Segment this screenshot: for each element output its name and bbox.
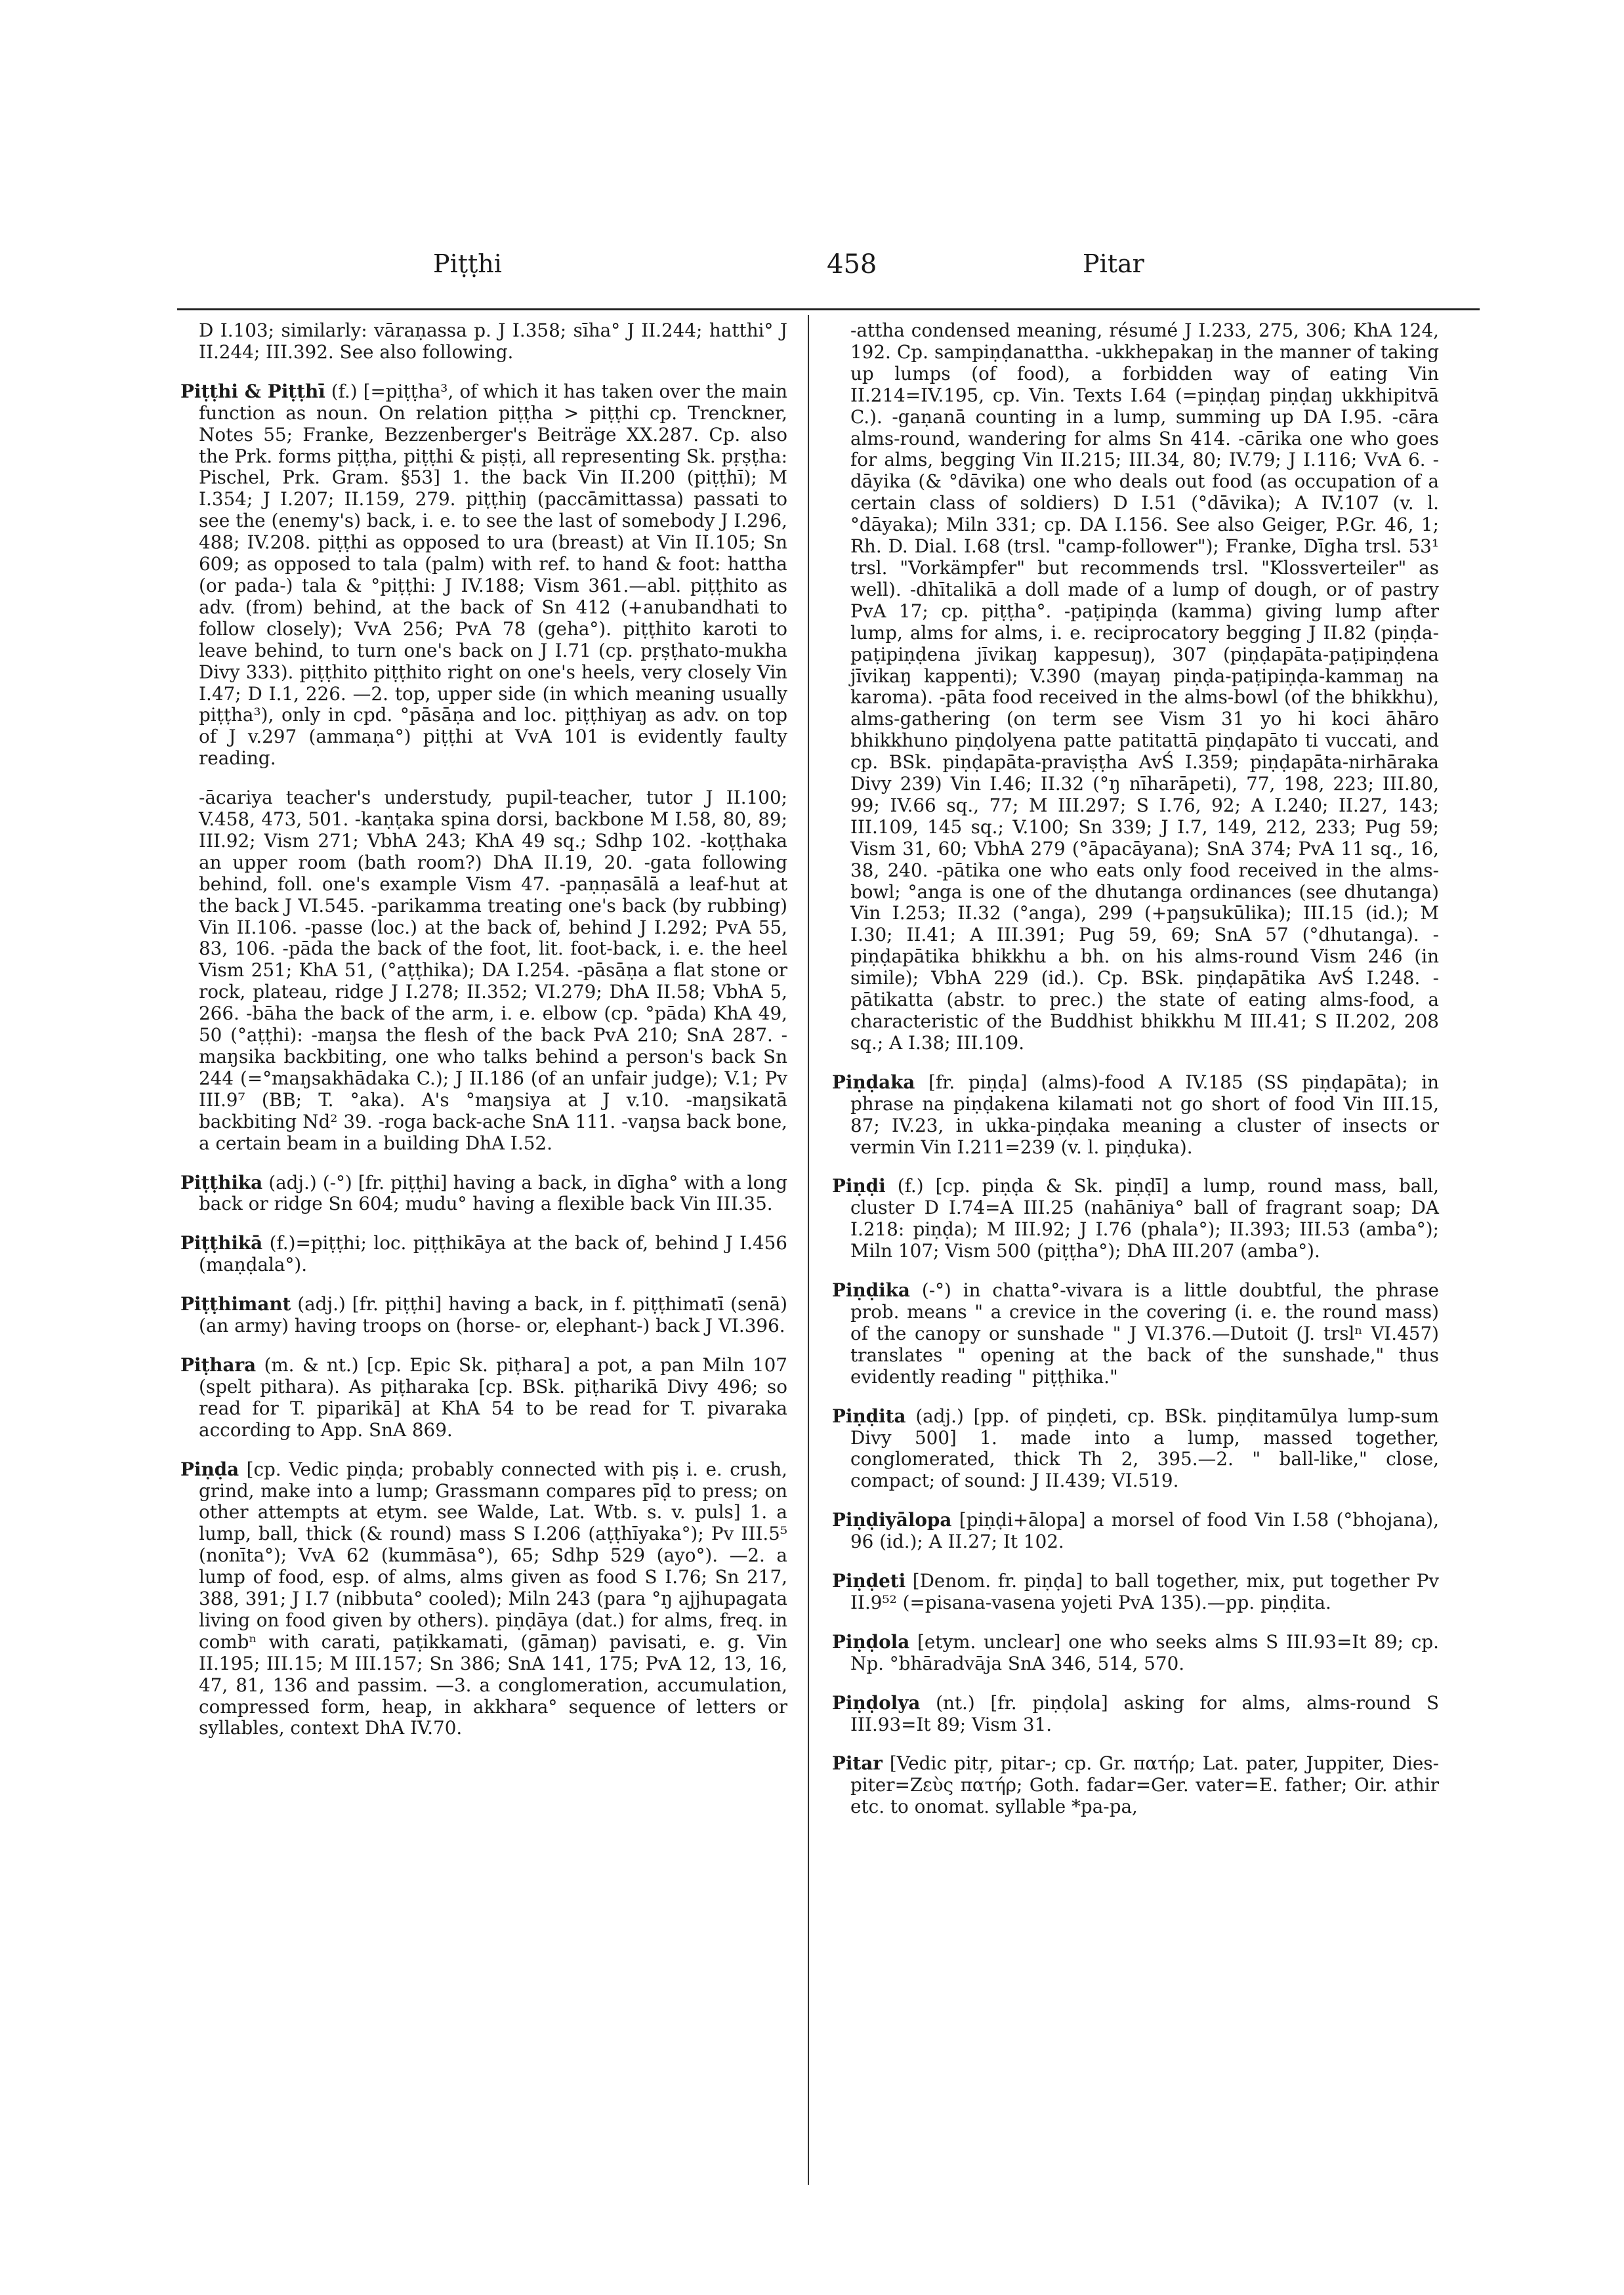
entry-text: (f.) [cp. piṇḍa & Sk. piṇḍī] a lump, round mass, ball, cluster D I.74=A III.25 (nahāniya° ball of fragrant soap; DA I.218: piṇḍa); M III.92; J I.76 (phala°); II.393; III.53 (amba°); Miln 107; Vism 500 (piṭṭha°); DhA III.207 (amba°). (850, 1175, 1439, 1262)
entry-text: [cp. Vedic piṇḍa; probably connected with piṣ i. e. crush, grind, make into a lump; Grassmann compares pīḍ to press; on other attempts at etym. see Walde, Lat. Wtb. s. v. puls] 1. a lump, ball, thick (& round) mass S I.206 (aṭṭhīyaka°); Pv III.5⁵ (nonīta°); VvA 62 (kummāsa°), 65; Sdhp 529 (ayo°). —2. a lump of food, esp. of alms, alms given as food S I.76; Sn 217, 388, 391; J I.7 (nibbuta° cooled); Miln 243 (para °ŋ ajjhupagata living on food given by others). piṇḍāya (dat.) for alms, freq. in combⁿ with carati, paṭikkamati, (gāmaŋ) pavisati, e. g. Vin II.195; III.15; M III.157; Sn 386; SnA 141, 175; PvA 12, 13, 16, 47, 81, 136 and passim. —3. a conglomeration, accumulation, compressed form, heap, in akkhara° sequence of letters or syllables, context DhA IV.70. (199, 1458, 787, 1739)
header-rule (177, 308, 1480, 310)
entry-headword: Piṇḍiyālopa (832, 1509, 952, 1531)
dictionary-entry (180, 320, 787, 363)
entry-headword: Piṇḍi (832, 1175, 886, 1197)
entry-text: (-°) in chatta°-vivara is a little doubtful, the phrase prob. means " a crevice in the covering (i. e. the round mass) of the canopy or sunshade " J VI.376.—Dutoit (J. trslⁿ VI.457) translates " opening at the back of the sunshade," thus evidently reading " piṭṭhika." (850, 1279, 1439, 1388)
entry-headword: Piṇḍolya (832, 1691, 921, 1714)
dictionary-entry (832, 1510, 1439, 1553)
entry-headword: Piṭhara (180, 1354, 257, 1376)
entry-text: -attha condensed meaning, résumé J I.233, 275, 306; KhA 124, 192. Cp. sampiṇḍanattha. -ukkhepakaŋ in the manner of taking up lumps (of food), a forbidden way of eating Vin II.214=IV.195, cp. Vin. Texts I.64 (=piṇḍaŋ piṇḍaŋ ukkhipitvā C.). -gaṇanā counting in a lump, summing up DA I.95. -cāra alms-round, wandering for alms Sn 414. -cārika one who goes for alms, begging Vin II.215; III.34, 80; IV.79; J I.116; VvA 6. -dāyika (& °dāvika) one who deals out food (as occupation of a certain class of soldiers) D I.51 (°dāvika); A IV.107 (v. l. °dāyaka); Miln 331; cp. DA I.156. See also Geiger, P.Gr. 46, 1; Rh. D. Dial. I.68 (trsl. "camp-follower"); Franke, Dīgha trsl. 53¹ trsl. "Vorkämpfer" but recommends trsl. "Klossverteiler" as well). -dhītalikā a doll made of a lump of dough, or of pastry PvA 17; cp. piṭṭha°. -paṭipiṇḍa (kamma) giving lump after lump, alms for alms, i. e. reciprocatory begging J II.82 (piṇḍa-paṭipiṇḍena jīvikaŋ kappesuŋ), 307 (piṇḍapāta-paṭipiṇḍena jīvikaŋ kappenti); V.390 (mayaŋ piṇḍa-paṭipiṇḍa-kammaŋ na karoma). -pāta food received in the alms-bowl (of the bhikkhu), alms-gathering (on term see Vism 31 yo hi koci āhāro bhikkhuno piṇḍolyena patte patitattā piṇḍapāto ti vuccati, and cp. BSk. piṇḍapāta-praviṣṭha AvŚ I.359; piṇḍapāta-nirhāraka Divy 239) Vin I.46; II.32 (°ŋ nīharāpeti), 77, 198, 223; III.80, 99; IV.66 sq., 77; M III.297; S I.76, 92; A I.240; II.27, 143; III.109, 145 sq.; V.100; Sn 339; J I.7, 149, 212, 233; Pug 59; Vism 31, 60; VbhA 279 (°āpacāyana); SnA 374; PvA 11 sq., 16, 38, 240. -pātika one who eats only food received in the alms-bowl; °anga is one of the dhutanga ordinances (see dhutanga) Vin I.253; II.32 (°anga), 299 (+paŋsukūlika); III.15 (id.); M I.30; II.41; A III.391; Pug 59, 69; SnA 57 (°dhutanga). -piṇḍapātika bhikkhu a bh. on his alms-round Vism 246 (in simile); VbhA 229 (id.). Cp. BSk. piṇḍapātika AvŚ I.248. -pātikatta (abstr. to prec.) the state of eating alms-food, a characteristic of the Buddhist bhikkhu M III.41; S II.202, 208 sq.; A I.38; III.109. (850, 320, 1439, 1054)
dictionary-entry (180, 1233, 787, 1276)
entry-headword: Pitar (832, 1752, 883, 1775)
entry-headword: Piṇḍa (180, 1458, 239, 1480)
entry-text: -ācariya teacher's understudy, pupil-teacher, tutor J II.100; V.458, 473, 501. -kaṇṭaka spina dorsi, backbone M I.58, 80, 89; III.92; Vism 271; VbhA 243; KhA 49 sq.; Sdhp 102. -koṭṭhaka an upper room (bath room?) DhA II.19, 20. -gata following behind, foll. one's example Vism 47. -paṇṇasālā a leaf-hut at the back J VI.545. -parikamma treating one's back (by rubbing) Vin II.106. -passe (loc.) at the back of, behind J I.292; PvA 55, 83, 106. -pāda the back of the foot, lit. foot-back, i. e. the heel Vism 251; KhA 51, (°aṭṭhika); DA I.254. -pāsāṇa a flat stone or rock, plateau, ridge J I.278; II.352; VI.279; DhA II.58; VbhA 5, 266. -bāha the back of the arm, i. e. elbow (cp. °pāda) KhA 49, 50 (°aṭṭhi): -maŋsa the flesh of the back PvA 210; SnA 287. -maŋsika backbiting, one who talks behind a person's back Sn 244 (=°maŋsakhādaka C.); J II.186 (of an unfair judge); V.1; Pv III.9⁷ (BB; T. °aka). A's °maŋsiya at J v.10. -maŋsikatā backbiting Nd² 39. -roga back-ache SnA 111. -vaŋsa back bone, a certain beam in a building DhA I.52. (199, 787, 787, 1154)
entry-text: (f.) [=piṭṭha³, of which it has taken over the main function as noun. On relation piṭṭha > piṭṭhi cp. Trenckner, Notes 55; Franke, Bezzenberger's Beiträge XX.287. Cp. also the Prk. forms piṭṭha, piṭṭhi & piṣṭi, all representing Sk. pṛṣṭha: Pischel, Prk. Gram. §53] 1. the back Vin II.200 (piṭṭhī); M I.354; J I.207; II.159, 279. piṭṭhiŋ (paccāmittassa) passati to see the (enemy's) back, i. e. to see the last of somebody J I.296, 488; IV.208. piṭṭhi as opposed to ura (breast) at Vin II.105; Sn 609; as opposed to tala (palm) with ref. to hand & foot: hattha (or pada-) tala & °piṭṭhi: J IV.188; Vism 361.—abl. piṭṭhito as adv. (from) behind, at the back of Sn 412 (+anubandhati to follow closely); VvA 256; PvA 78 (geha°). piṭṭhito karoti to leave behind, to turn one's back on J I.71 (cp. pṛṣṭhato-mukha Divy 333). piṭṭhito piṭṭhito right on one's heels, very closely Vin I.47; D I.1, 226. —2. top, upper side (in which meaning usually piṭṭha³), only in cpd. °pāsāṇa and loc. piṭṭhiyaŋ as adv. on top of J v.297 (ammaṇa°) piṭṭhi at VvA 101 is evidently faulty reading. (199, 380, 787, 770)
dictionary-entry (832, 1753, 1439, 1818)
entry-text: [Denom. fr. piṇḍa] to ball together, mix, put together Pv II.9⁵² (=pisana-vasena yojeti PvA 135).—pp. piṇḍita. (850, 1570, 1439, 1613)
dictionary-entry (180, 787, 787, 1154)
entry-headword: Piṇḍita (832, 1405, 906, 1427)
dictionary-entry (832, 1176, 1439, 1262)
dictionary-entry (832, 320, 1439, 1054)
entry-headword: Piṇḍola (832, 1630, 910, 1653)
dictionary-entry (832, 1072, 1439, 1159)
entry-text: (adj.) [fr. piṭṭhi] having a back, in f. piṭṭhimatī (senā) (an army) having troops on (horse- or, elephant-) back J VI.396. (199, 1293, 787, 1337)
dictionary-entry (832, 1632, 1439, 1675)
entry-headword: Piṭṭhikā (180, 1232, 263, 1254)
entry-text: [piṇḍi+ālopa] a morsel of food Vin I.58 (°bhojana), 96 (id.); A II.27; It 102. (850, 1509, 1439, 1553)
entry-text: (adj.) [pp. of piṇḍeti, cp. BSk. piṇḍitamūlya lump-sum Divy 500] 1. made into a lump, massed together, conglomerated, thick Th 2, 395.—2. " ball-like," close, compact; of sound: J II.439; VI.519. (850, 1405, 1439, 1492)
column-divider (808, 315, 809, 2185)
dictionary-entry (832, 1406, 1439, 1493)
entry-text: [etym. unclear] one who seeks alms S III.93=It 89; cp. Np. °bhāradvāja SnA 346, 514, 570. (850, 1630, 1439, 1674)
header-left-guideword: Piṭṭhi (433, 249, 502, 278)
entry-text: (m. & nt.) [cp. Epic Sk. piṭhara] a pot, a pan Miln 107 (spelt pithara). As piṭharaka [cp. BSk. piṭharikā Divy 496; so read for T. piparikā] at KhA 54 to be read for T. pivaraka according to App. SnA 869. (199, 1354, 787, 1441)
dictionary-entry (180, 1459, 787, 1740)
dictionary-entry (180, 1294, 787, 1337)
dictionary-entry (180, 1355, 787, 1441)
entry-text: (f.)=piṭṭhi; loc. piṭṭhikāya at the back of, behind J I.456 (maṇḍala°). (199, 1232, 787, 1276)
entry-text: [fr. piṇḍa] (alms)-food A IV.185 (SS piṇḍapāta); in phrase na piṇḍakena kilamati not go short of food Vin III.15, 87; IV.23, in ukka-piṇḍaka meaning a cluster of insects or vermin Vin I.211=239 (v. l. piṇḍuka). (850, 1071, 1439, 1158)
dictionary-entry (832, 1693, 1439, 1736)
entry-headword: Piṭṭhi & Piṭṭhī (180, 380, 325, 402)
dictionary-entry (832, 1280, 1439, 1388)
entry-text: (adj.) (-°) [fr. piṭṭhi] having a back, in dīgha° with a long back or ridge Sn 604; mudu° having a flexible back Vin III.35. (199, 1171, 788, 1215)
entry-text: D I.103; similarly: vāraṇassa p. J I.358; sīha° J II.244; hatthi° J II.244; III.392. See also following. (199, 320, 787, 363)
left-column (180, 320, 787, 1757)
dictionary-entry (832, 1571, 1439, 1614)
entry-text: [Vedic pitṛ, pitar-; cp. Gr. πατήρ; Lat. pater, Juppiter, Dies-piter=Ζεὺς πατήρ; Goth. fadar=Ger. vater=E. father; Oir. athir etc. to onomat. syllable *pa-pa, (850, 1752, 1439, 1818)
page-header (177, 249, 1483, 289)
entry-headword: Piṭṭhika (180, 1171, 263, 1193)
dictionary-entry (180, 381, 787, 770)
entry-headword: Piṇḍeti (832, 1570, 906, 1592)
entry-headword: Piṇḍika (832, 1279, 910, 1302)
header-right-guideword: Pitar (1083, 249, 1144, 278)
right-column (832, 320, 1439, 1836)
dictionary-entry (180, 1172, 787, 1216)
page-number: 458 (827, 249, 877, 279)
entry-headword: Piṭṭhimant (180, 1293, 291, 1315)
entry-headword: Piṇḍaka (832, 1071, 915, 1093)
entry-text: (nt.) [fr. piṇḍola] asking for alms, alms-round S III.93=It 89; Vism 31. (850, 1691, 1439, 1735)
